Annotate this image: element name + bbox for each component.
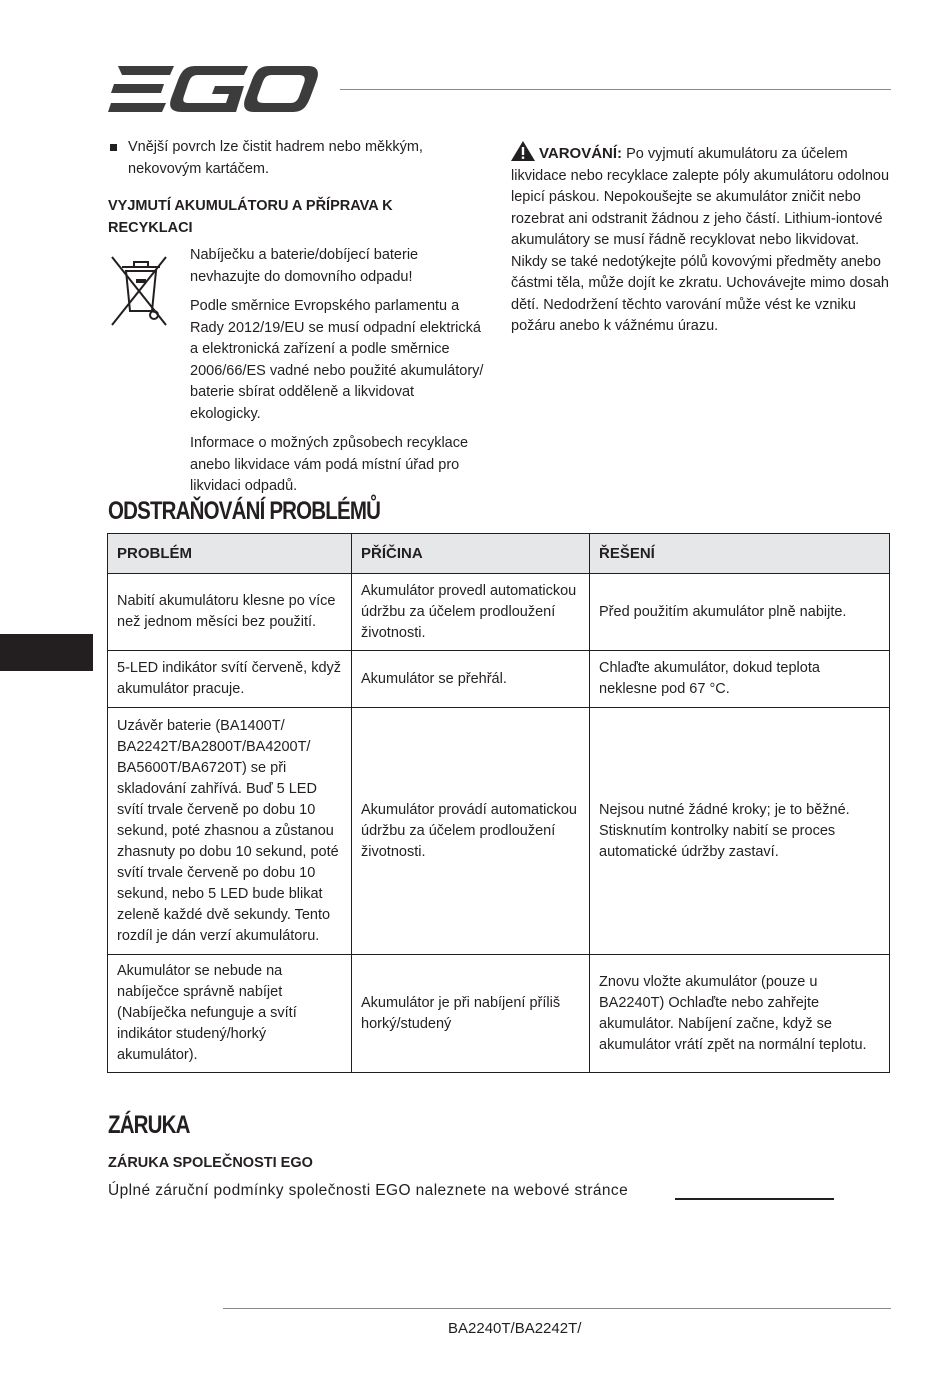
header-cause: PŘÍČINA [352, 534, 590, 574]
cell-cause: Akumulátor je při nabíjení příliš horký/studený [352, 955, 590, 1073]
cell-solution: Chlaďte akumulátor, dokud teplota neklesne pod 67 °C. [590, 651, 890, 708]
warning-triangle-icon [511, 141, 535, 161]
recycling-paragraph: Nabíječku a baterie/dobíjecí baterie nevhazujte do domovního odpadu! [190, 247, 419, 285]
recycling-block [108, 245, 488, 506]
table-row [108, 574, 890, 651]
recycling-paragraph: Podle směrnice Evropského parlamentu a Rady 2012/19/EU se musí odpadní elektrická a elektronická zařízení a podle směrnice 2006/66/ES vadné nebo použité akumulátory/ baterie sbírat odděleně a likvidovat ekologicky. [190, 298, 484, 422]
cell-problem: Uzávěr baterie (BA1400T/ BA2242T/BA2800T/BA4200T/ BA5600T/BA6720T) se při skladování zahřívá. Buď 5 LED svítí trvale červeně po dobu 10 sekund, poté zhasnou a zůstanou zhasnuty po dobu 10 sekund, poté svítí trvale červeně po dobu 10 sekund, nebo 5 LED bude blikat zeleně každé dvě sekundy. Tento rozdíl je dán verzí akumulátoru. [108, 708, 352, 955]
table-row [108, 708, 890, 955]
warning-text: Po vyjmutí akumulátoru za účelem likvidace nebo recyklace zalepte póly akumulátoru odolnou lepicí páskou. Nepokoušejte se akumulátor zničit nebo rozebrat ani odstranit žádnou z jeho částí. Lithium-iontové akumulátory se musí řádně recyklovat nebo likvidovat. Nikdy se také nedotýkejte pólů kovovými předměty anebo částmi těla, může dojít ke zkratu. Uchovávejte mimo dosah dětí. Nedodržení těchto varování může vést ke vzniku požáru anebo k vážnému úrazu. [511, 146, 890, 334]
warranty-url-blank [675, 1198, 834, 1200]
footer-model-number: BA2240T/BA2242T/ [448, 1320, 582, 1337]
table-row [108, 651, 890, 708]
warranty-text: Úplné záruční podmínky společnosti EGO naleznete na webové stránce [108, 1182, 629, 1199]
cell-solution: Nejsou nutné žádné kroky; je to běžné. Stisknutím kontrolky nabití se proces automatické údržby zastaví. [590, 708, 890, 955]
cleaning-bullet-text: Vnější povrch lze čistit hadrem nebo měkkým, nekovovým kartáčem. [128, 139, 423, 177]
ego-logo [108, 66, 318, 112]
troubleshooting-table [107, 533, 890, 1073]
header-solution: ŘEŠENÍ [590, 534, 890, 574]
table-header-row [108, 534, 890, 574]
cell-cause: Akumulátor provedl automatickou údržbu za účelem prodloužení životnosti. [352, 574, 590, 651]
warranty-title: ZÁRUKA [108, 1111, 190, 1139]
table-row [108, 955, 890, 1073]
cell-problem: Akumulátor se nebude na nabíječce správně nabíjet (Nabíječka nefunguje a svítí indikátor studený/horký akumulátor). [108, 955, 352, 1073]
recycling-paragraph: Informace o možných způsobech recyklace anebo likvidace vám podá místní úřad pro likvidaci odpadů. [190, 435, 469, 494]
warranty-subheading: ZÁRUKA SPOLEČNOSTI EGO [108, 1155, 313, 1171]
header-problem: PROBLÉM [108, 534, 352, 574]
crossed-out-wheelie-bin-icon [108, 249, 170, 329]
cell-solution: Před použitím akumulátor plně nabijte. [590, 574, 890, 651]
cell-problem: Nabití akumulátoru klesne po více než jednom měsíci bez použití. [108, 574, 352, 651]
recycling-heading: VYJMUTÍ AKUMULÁTORU A PŘÍPRAVA K RECYKLACI [108, 198, 393, 236]
cell-cause: Akumulátor provádí automatickou údržbu za účelem prodloužení životnosti. [352, 708, 590, 955]
cell-cause: Akumulátor se přehřál. [352, 651, 590, 708]
troubleshooting-title: ODSTRAŇOVÁNÍ PROBLÉMŮ [108, 497, 381, 525]
cell-solution: Znovu vložte akumulátor (pouze u BA2240T) Ochlaďte nebo zahřejte akumulátor. Nabíjení začne, když se akumulátor vrátí zpět na normální teplotu. [590, 955, 890, 1073]
bullet-square-icon [110, 144, 117, 151]
side-language-tab [0, 634, 93, 671]
cleaning-bullet [108, 136, 488, 180]
header-rule [340, 89, 891, 90]
left-column [108, 136, 488, 506]
cell-problem: 5-LED indikátor svítí červeně, když akumulátor pracuje. [108, 651, 352, 708]
recycling-text [190, 245, 488, 506]
footer-rule [223, 1308, 891, 1309]
warning-block [511, 141, 891, 338]
warning-label: VAROVÁNÍ: [539, 145, 623, 162]
